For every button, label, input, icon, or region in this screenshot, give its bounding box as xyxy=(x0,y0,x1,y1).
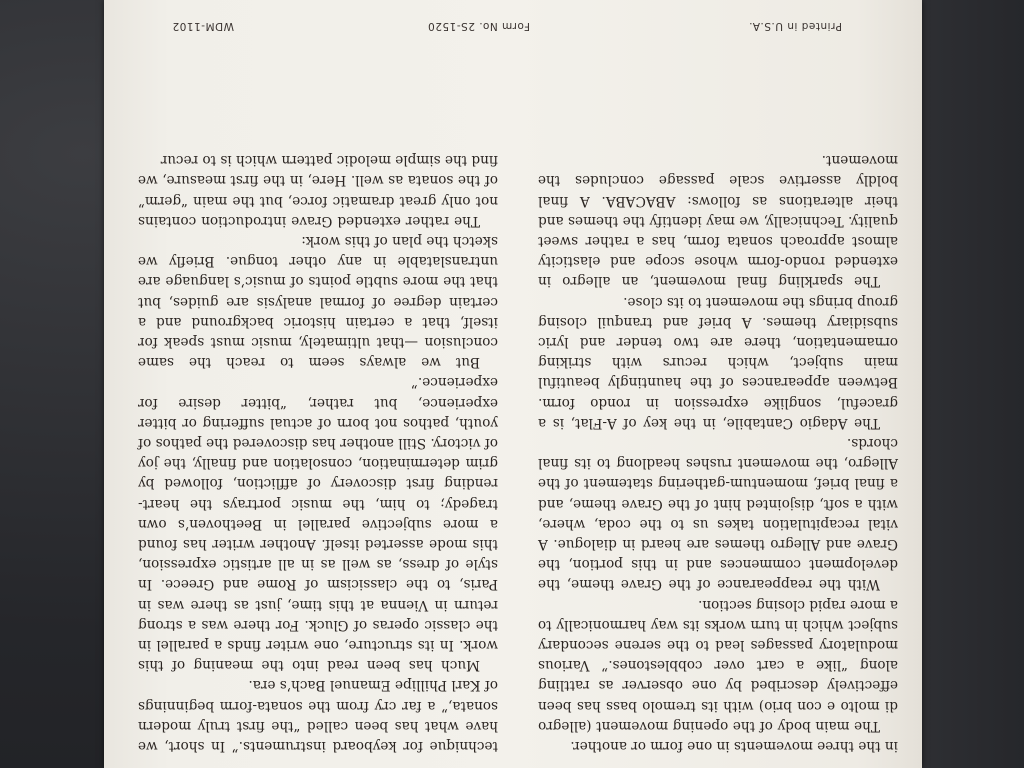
paragraph: in the three movements in one form or another. xyxy=(570,738,898,754)
paragraph: The Adagio Cantabile, in the key of A-Flat, is a graceful, songlike expression in rondo form. Between appearances of the hauntingly beautiful main subject, which recurs with striking ornamentation, there are two tender and lyric subsidiary themes. A brief and tranquil closing group brings the movement to its close. xyxy=(538,293,898,431)
right-column xyxy=(138,150,498,756)
footer-form-number: Form No. 2S-1520 xyxy=(427,20,530,32)
printed-page xyxy=(104,0,922,768)
paragraph: The main body of the opening movement (allegro di molto e con brio) with its tremolo bass has been effectively described by one observer as rattling along “like a cart over cobblestones.” Various modulatory passages lead to the serene secondary subject which in turn works its way harmonically to a more rapid closing section. xyxy=(538,596,898,734)
footer-printed-in: Printed in U.S.A. xyxy=(748,20,842,32)
paragraph: Much has been read into the meaning of this work. In its structure, one writer finds a parallel in the classic operas of Gluck. For there was a strong return in Vienna at this time, just as there was in Paris, to the classicism of Rome and Greece. In style of dress, as well as in all artistic expression, this mode asserted itself. Another writer has found a more subjective parallel in Beethoven’s own tragedy; to him, the music portrays the heart-rending first discovery of affliction, followed by grim determination, consolation and finally, the joy of victory. Still another has discovered the pathos of youth, pathos not born of actual suffering or bitter experience, but rather, “bitter desire for experience.” xyxy=(138,374,498,674)
paragraph: technique for keyboard instruments.” In short, we have what has been called “the first truly modern sonata,” a far cry from the sonata-form beginnings of Karl Phillipe Emanuel Bach’s era. xyxy=(138,677,498,754)
footer-catalog-number: WDM-1102 xyxy=(172,20,235,32)
page-content-rotated xyxy=(104,0,922,768)
paragraph: But we always seem to reach the same conclusion —that ultimately, music must speak for itself, that a certain historic background and a certain degree of formal analysis are guides, but that the more subtle points of music’s language are untranslatable in any other tongue. Briefly we sketch the plan of this work: xyxy=(138,232,498,371)
paragraph: With the reappearance of the Grave theme, the development commences and in this portion, the Grave and Allegro themes are heard in dialogue. A vital recapitulation takes us to the coda, where, with a soft, disjointed hint of the Grave theme, and a final brief, momentum-gathering statement of the Allegro, the movement rushes headlong to its final chords. xyxy=(538,434,898,593)
paragraph: The rather extended Grave introduction contains not only great dramatic force, but the main “germ” of the sonata as well. Here, in the first measure, we find the simple melodic pattern which is to recur xyxy=(138,152,498,229)
left-column xyxy=(538,150,898,756)
desk-edge xyxy=(908,0,1024,768)
paragraph: The sparkling final movement, an allegro in extended rondo-form whose scope and elasticity almost approach sonata form, has a rather sweet quality. Technically, we may identify the themes and their alterations as follows: ABACABA. A final boldly assertive scale passage concludes the movement. xyxy=(538,152,898,290)
page-footer xyxy=(172,14,852,32)
